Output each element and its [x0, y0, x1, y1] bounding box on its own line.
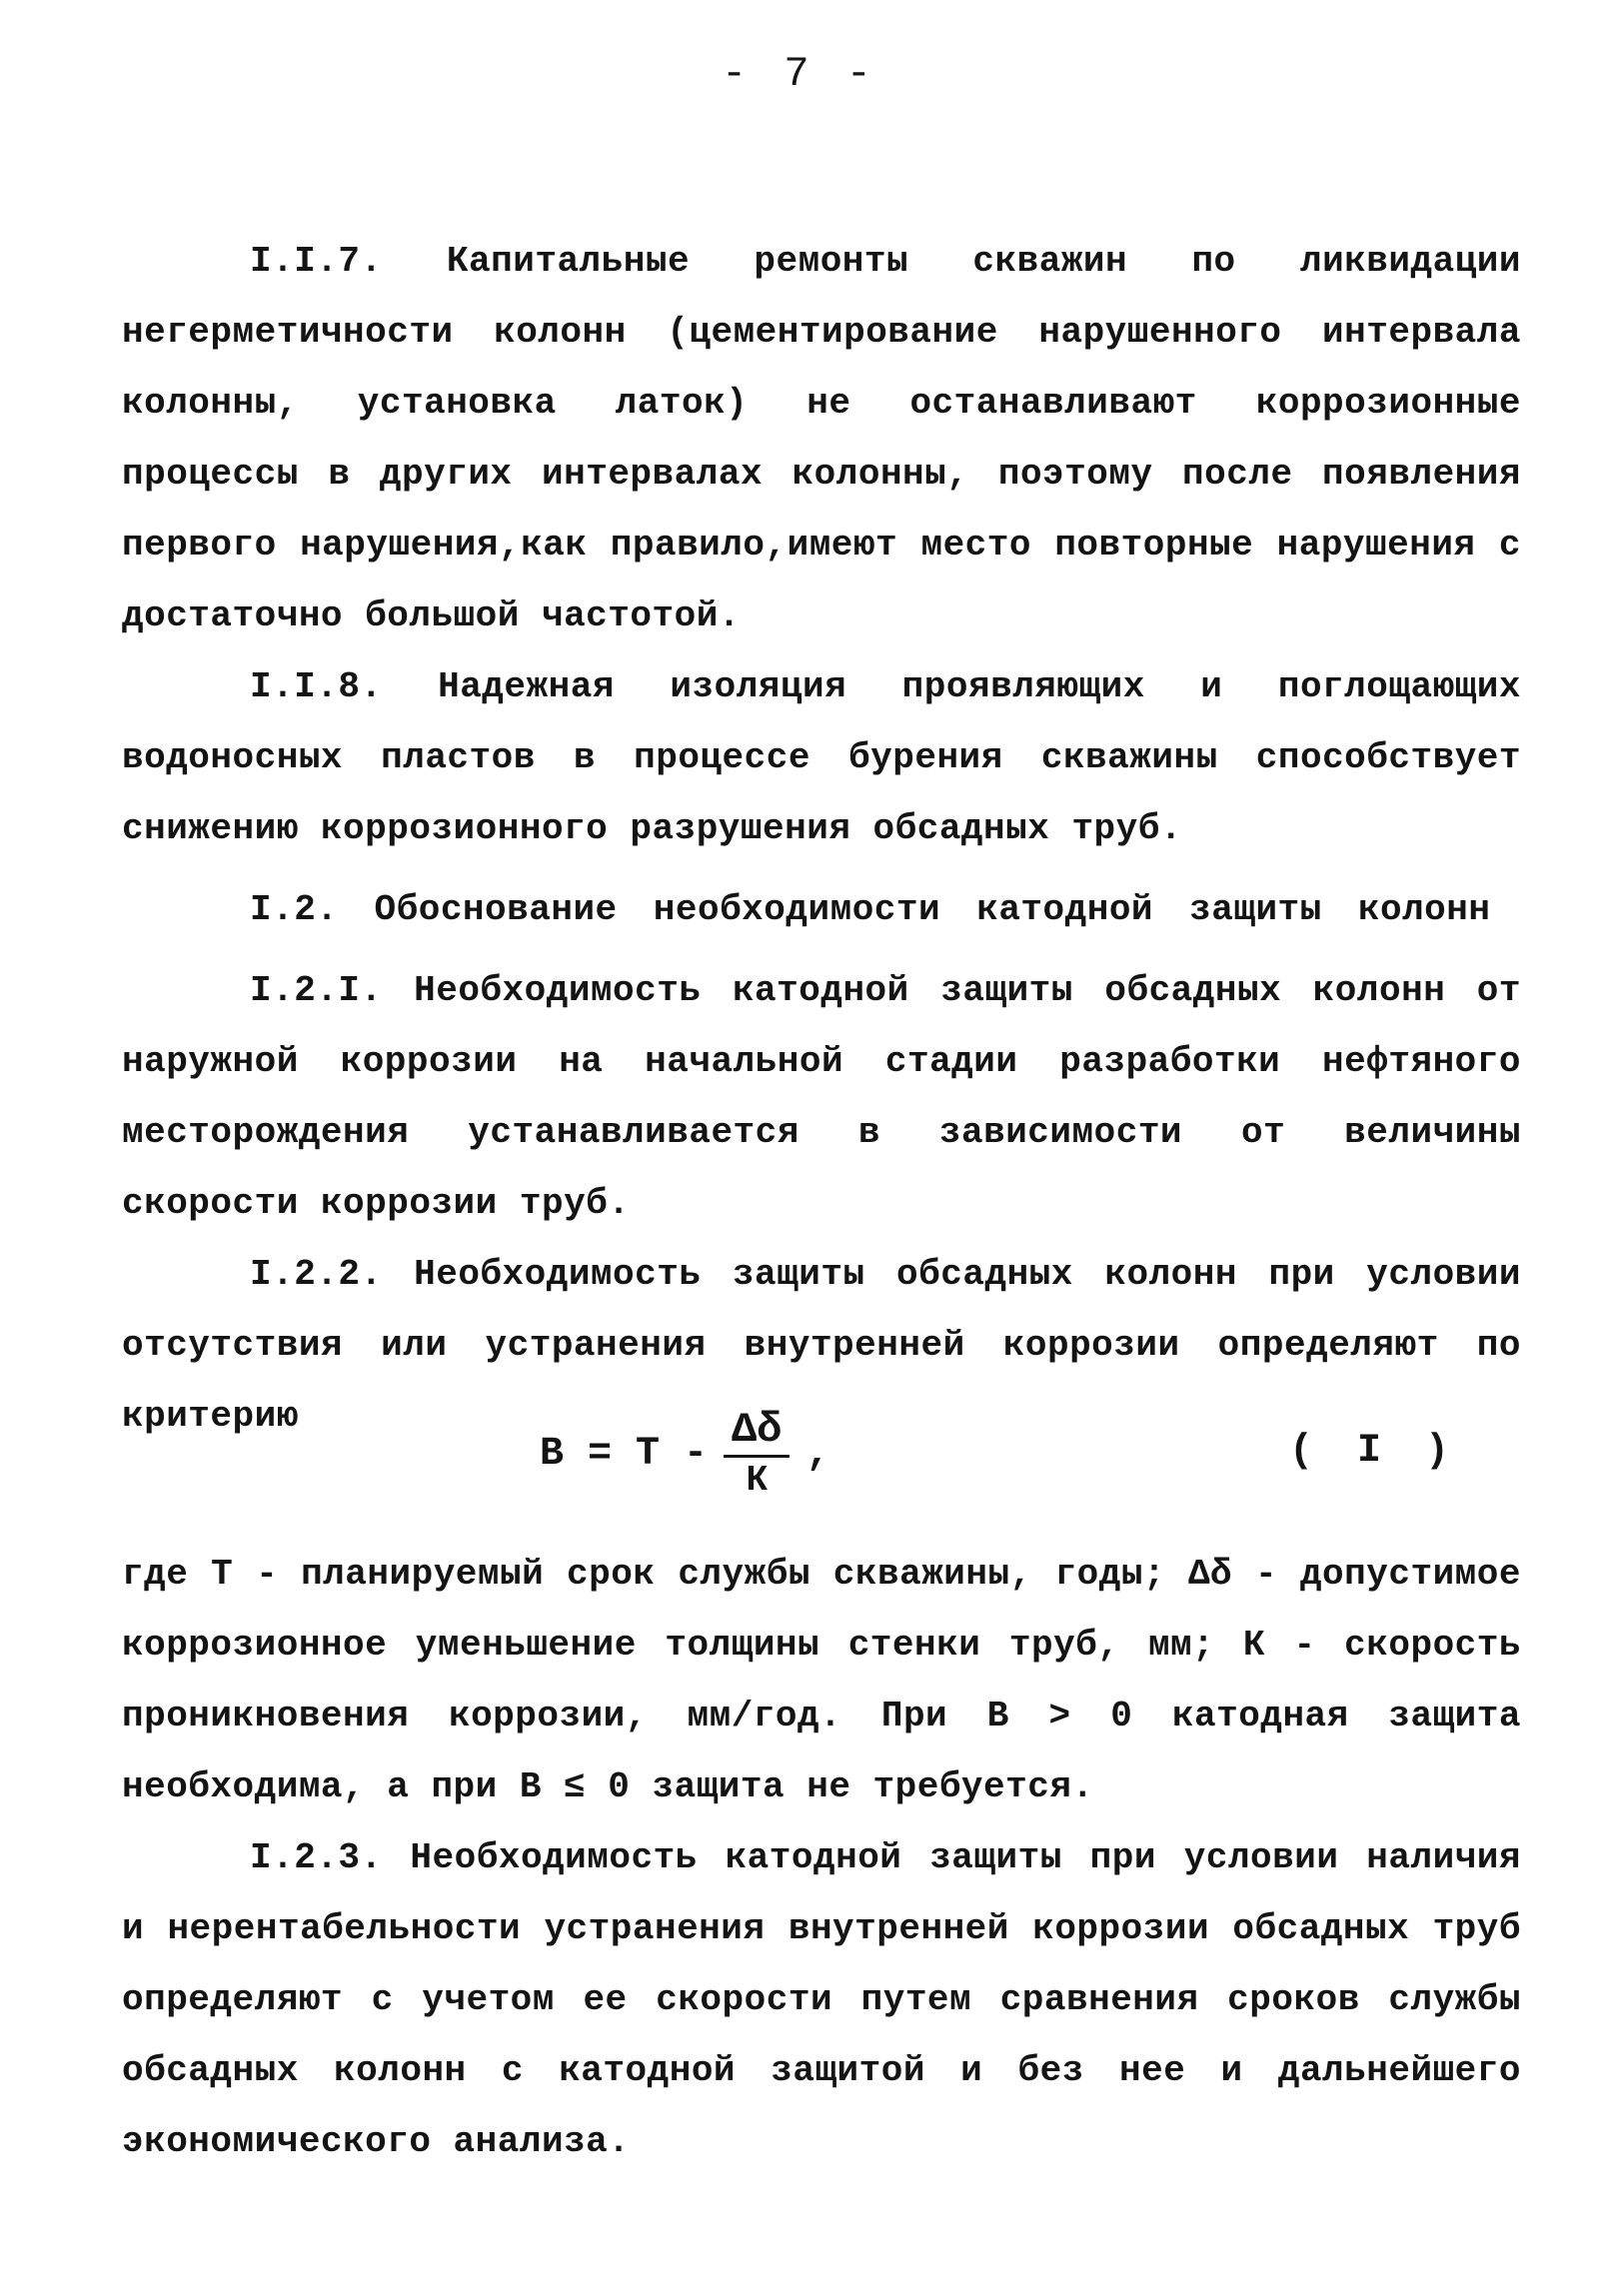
formula-fraction: [724, 1405, 790, 1504]
paragraph-1-2-2: I.2.2. Необходимость защиты обсадных колонн при условии отсутствия или устранения внутренней коррозии определяют по критерию: [122, 1254, 1521, 1437]
paragraph-1-2-1: I.2.I. Необходимость катодной защиты обсадных колонн от наружной коррозии на начальной стадии разработки нефтяного месторождения устанавливается в зависимости от величины скорости коррозии труб.: [122, 970, 1521, 1224]
formula-lhs: В = Т -: [540, 1431, 709, 1477]
formula: [540, 1399, 829, 1509]
text-block-bottom: [122, 1539, 1521, 2177]
paragraph-where: где Т - планируемый срок службы скважины, годы; Δδ - допустимое коррозионное уменьшение толщины стенки труб, мм; К - скорость проникновения коррозии, мм/год. При В > 0 катодная защита необходима, а при В ≤ 0 защита не требуется.: [122, 1554, 1521, 1807]
paragraph-1-2-3: I.2.3. Необходимость катодной защиты при условии наличия и нерентабельности устранения внутренней коррозии обсадных труб определяют с учетом ее скорости путем сравнения сроков службы обсадных колонн с катодной защитой и без нее и дальнейшего экономического анализа.: [122, 1837, 1521, 2162]
text-block-top: [122, 226, 1521, 1452]
formula-denominator: К: [746, 1459, 769, 1501]
formula-row: [0, 1399, 1599, 1509]
page-number: - 7 -: [721, 50, 878, 98]
formula-number: ( I ): [1288, 1429, 1459, 1474]
formula-numerator: Δδ: [724, 1405, 790, 1458]
paragraph-1-1-7: I.I.7. Капитальные ремонты скважин по ликвидации негерметичности колонн (цементирование нарушенного интервала колонны, установка латок) не останавливают коррозионные процессы в других интервалах колонны, поэтому после появления первого нарушения,как правило,имеют место повторные нарушения с достаточно большой частотой.: [122, 241, 1521, 636]
formula-trailing-comma: ,: [805, 1431, 830, 1477]
section-heading-1-2: I.2. Обоснование необходимости катодной защиты колонн: [250, 889, 1491, 930]
paragraph-1-1-8: I.I.8. Надежная изоляция проявляющих и поглощающих водоносных пластов в процессе бурения скважины способствует снижению коррозионного разрушения обсадных труб.: [122, 666, 1521, 849]
